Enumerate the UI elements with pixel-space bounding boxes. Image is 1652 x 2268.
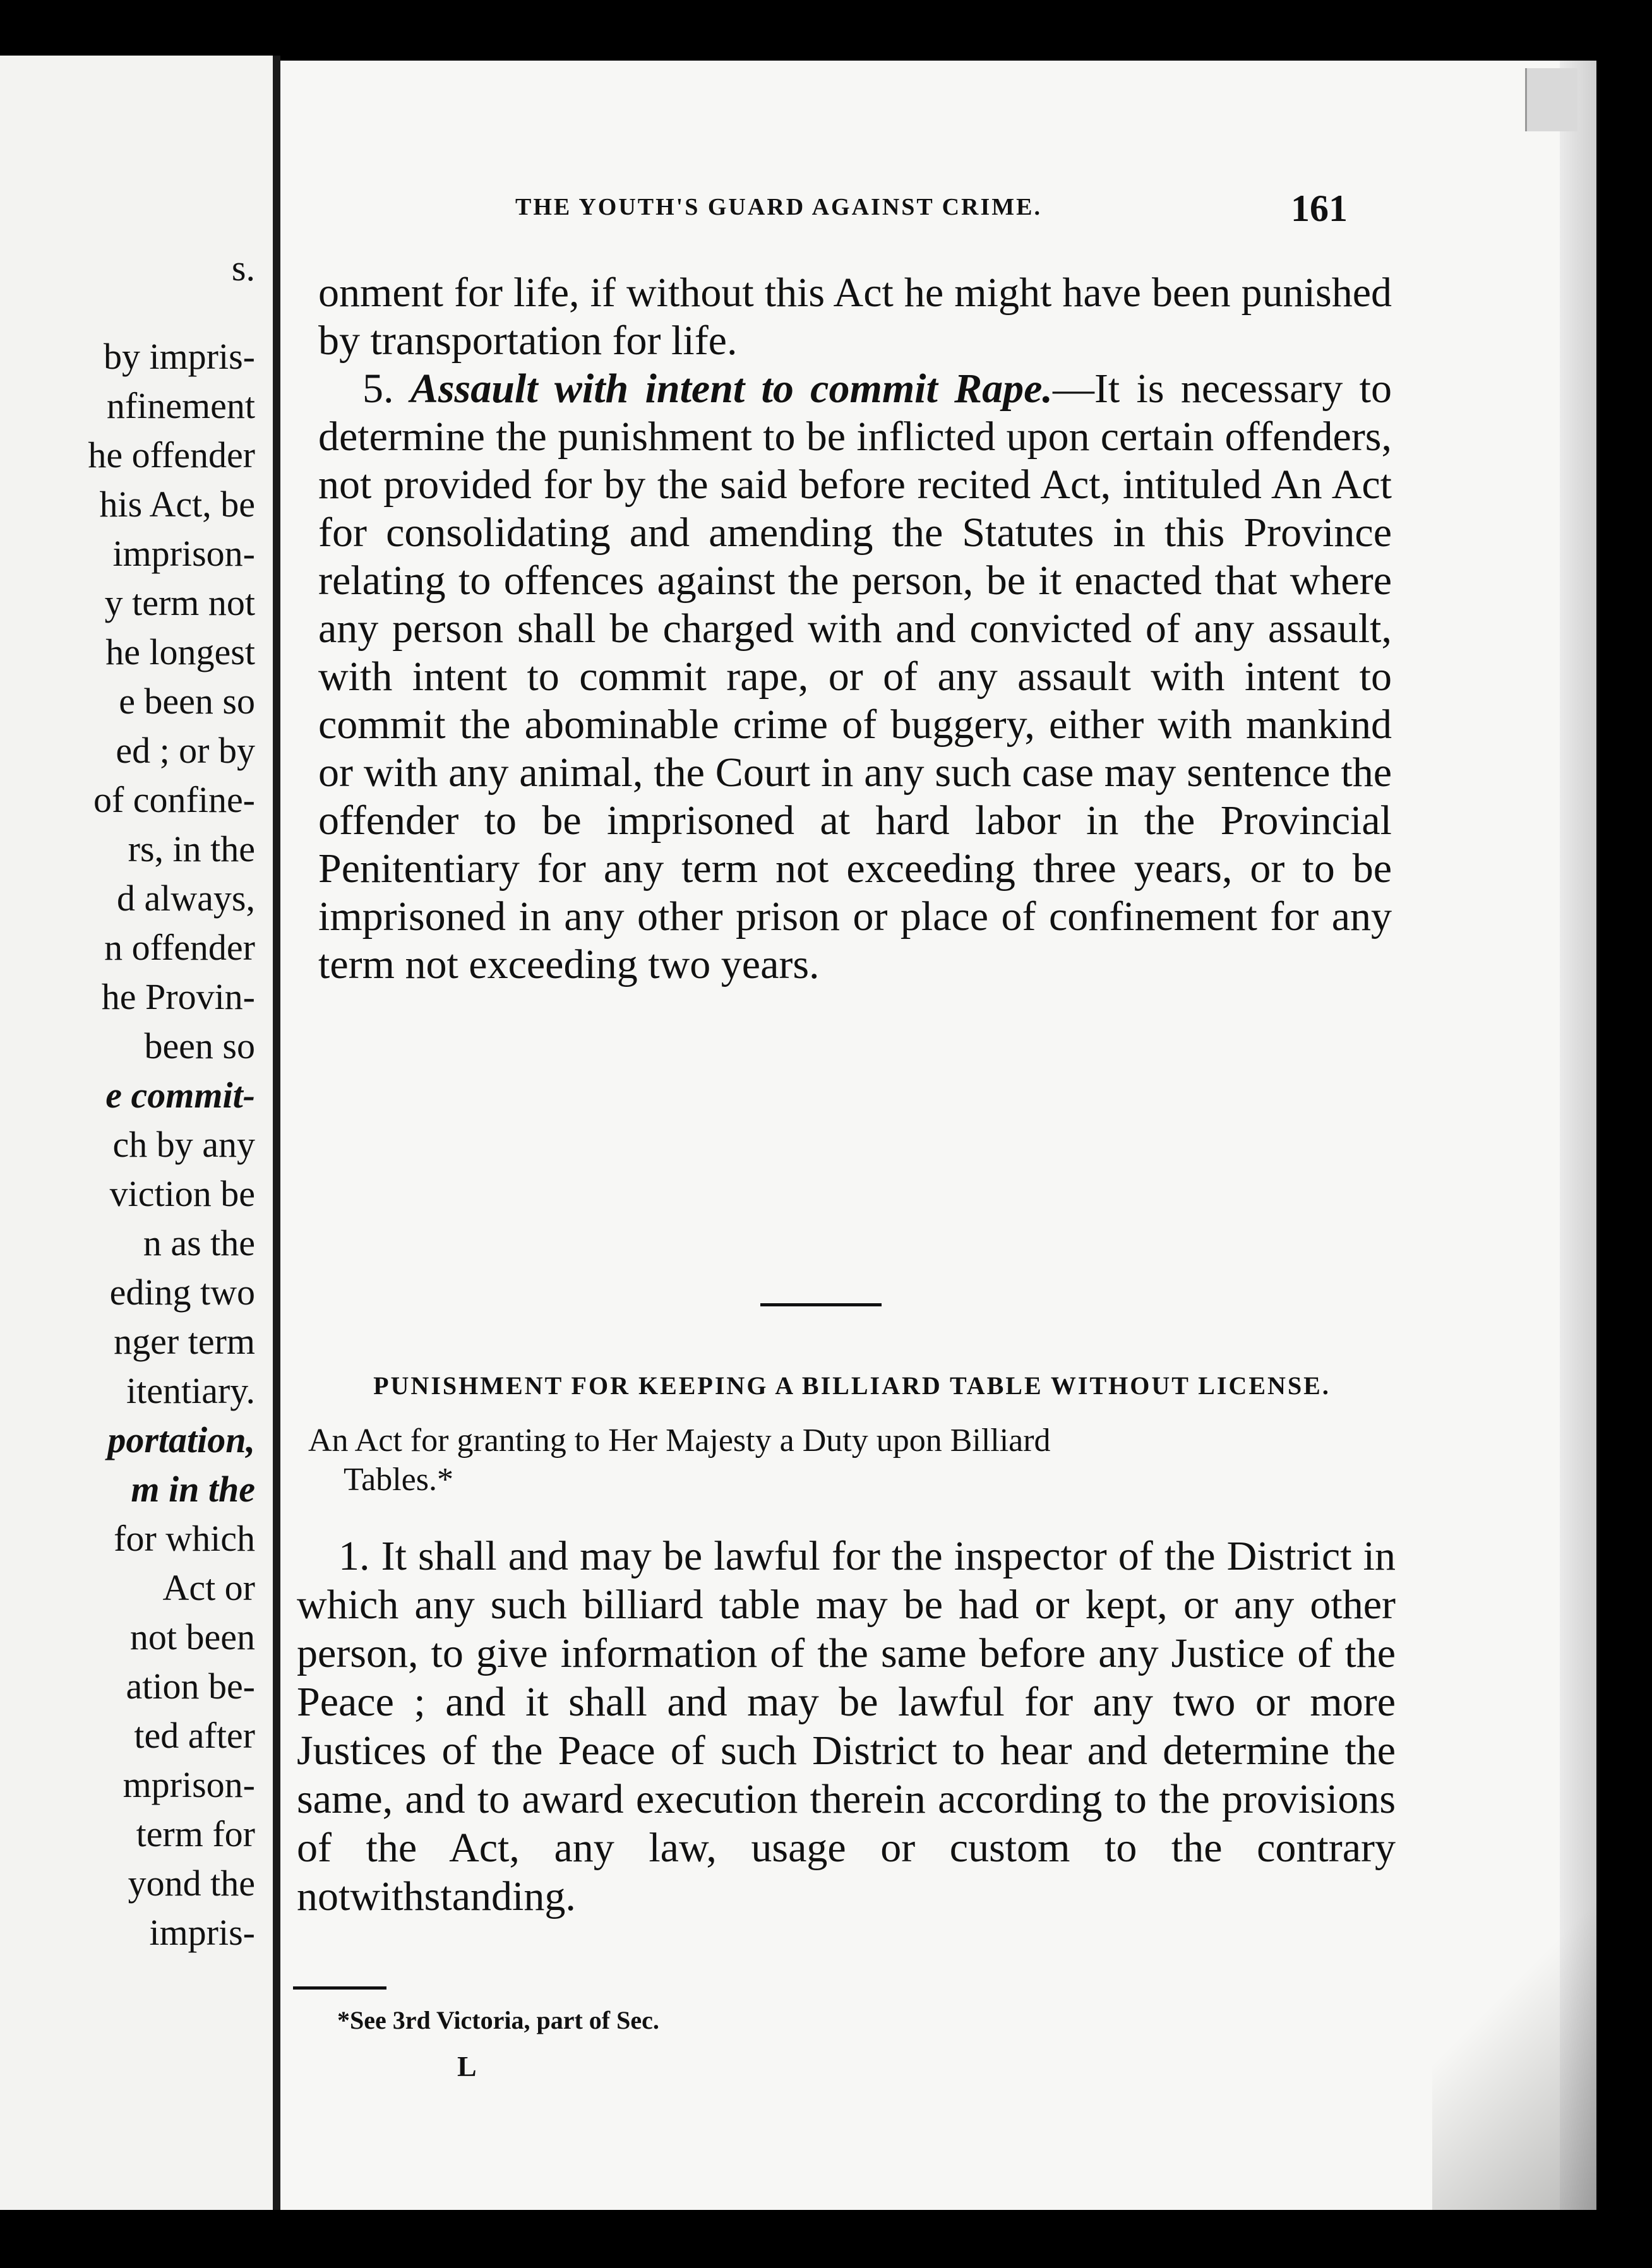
left-page-line: viction be [109, 1173, 255, 1214]
left-page-line: eding two [109, 1272, 255, 1313]
left-page-line: n offender [104, 927, 255, 968]
left-page-line: s. [231, 248, 255, 289]
page-fold [1525, 68, 1577, 131]
left-page-line: imprison- [112, 533, 255, 574]
page-number: 161 [1291, 188, 1348, 229]
left-page-line: ch by any [112, 1124, 255, 1165]
right-page [280, 61, 1596, 2210]
left-page-line: e been so [119, 681, 255, 722]
section-divider [760, 1303, 882, 1306]
body-text-bottom [297, 1532, 1396, 1921]
left-page-line: n as the [143, 1222, 255, 1263]
left-page-line: m in the [131, 1469, 255, 1510]
left-page-line: Act or [162, 1567, 255, 1608]
section-number: 5. [362, 366, 394, 412]
paragraph-section-5 [318, 365, 1392, 989]
body-text-top [318, 269, 1392, 989]
left-page-line: impris- [149, 1912, 255, 1953]
footnote-rule [293, 1986, 386, 1990]
left-page-line: yond the [128, 1863, 255, 1904]
left-page-line: rs, in the [128, 828, 255, 869]
left-page-line: his Act, be [99, 484, 255, 525]
left-page-line: ation be- [126, 1666, 255, 1707]
left-page-line: not been [129, 1616, 255, 1657]
left-page-line: ted after [134, 1715, 255, 1756]
left-page-line: he Provin- [101, 976, 255, 1017]
left-page-line: e commit- [105, 1075, 255, 1116]
section-heading-italic: Assault with intent to commit Rape. [410, 366, 1053, 412]
page-shadow [1432, 1856, 1596, 2210]
paragraph-clause-1: 1. It shall and may be lawful for the inspector of the District in which any such billiard table may be had or kept, or any other person, to give information of the same before any Justice of the Peace ; and it shall and may be lawful for any two or more Justices of the Peace of such District to hear and determine the same, and to award execution therein according to the provisions of the Act, any law, usage or custom to the contrary notwithstanding. [297, 1533, 1396, 1919]
section-body: —It is necessary to determine the punishment to be inflicted upon certain offenders, not provided for by the said before recited Act, intituled An Act for consolidating and amending the Statutes in this Province relating to offences against the person, be it enacted that where any person shall be charged with and convicted of any assault, with intent to commit rape, or of any assault with intent to commit the abominable crime of buggery, either with mankind or with any animal, the Court in any such case may sentence the offender to be imprisoned at hard labor in the Provincial Penitentiary for any term not exceeding three years, or to be imprisoned in any other prison or place of confinement for any term not exceeding two years. [318, 366, 1392, 988]
left-page-line: mprison- [123, 1764, 255, 1805]
left-page-line: by impris- [103, 336, 255, 377]
left-page-line: term for [136, 1813, 255, 1854]
act-title-line: An Act for granting to Her Majesty a Duty upon Billiard [308, 1423, 1051, 1459]
left-page-line: y term not [104, 582, 255, 623]
left-page-line: he longest [105, 631, 255, 672]
left-page-line: been so [144, 1025, 255, 1066]
left-page-line: portation, [107, 1419, 255, 1460]
left-page-line: nfinement [106, 385, 255, 426]
left-page-line: of confine- [93, 779, 255, 820]
act-title [308, 1421, 1382, 1500]
section-title: PUNISHMENT FOR KEEPING A BILLIARD TABLE WITHOUT LICENSE. [373, 1371, 1331, 1400]
signature-mark: L [457, 2050, 477, 2082]
book-gutter [273, 56, 280, 2210]
left-page-line: for which [114, 1518, 255, 1559]
left-page-line: itentiary. [126, 1370, 255, 1411]
act-title-line: Tables.* [344, 1462, 453, 1498]
left-page [0, 56, 273, 2210]
paragraph-continued: onment for life, if without this Act he might have been punished by transportation for life. [318, 270, 1392, 364]
running-head: THE YOUTH'S GUARD AGAINST CRIME. [515, 194, 1042, 220]
left-page-line: nger term [114, 1321, 255, 1362]
left-page-line: he offender [88, 434, 255, 475]
left-page-line: ed ; or by [116, 730, 255, 771]
left-page-line: d always, [116, 878, 255, 919]
footnote: *See 3rd Victoria, part of Sec. [337, 2006, 659, 2034]
